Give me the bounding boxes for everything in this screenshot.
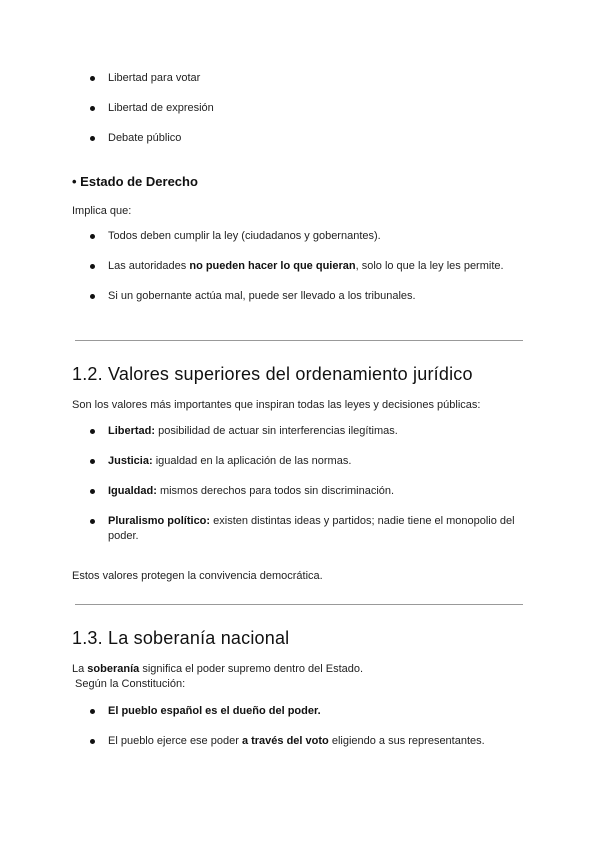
bullet-icon	[90, 76, 95, 81]
list-item: Libertad para votar	[0, 71, 600, 86]
bullet-icon	[90, 519, 95, 524]
valores-heading: 1.2. Valores superiores del ordenamiento jurídico	[72, 364, 473, 384]
list-item: Debate público	[0, 131, 600, 146]
bullet-icon	[90, 294, 95, 299]
democracy-list	[0, 71, 600, 146]
list-item: El pueblo español es el dueño del poder.	[0, 704, 600, 719]
list-item: Si un gobernante actúa mal, puede ser llevado a los tribunales.	[0, 289, 600, 304]
bullet-icon	[90, 489, 95, 494]
estado-list	[0, 229, 600, 304]
list-item: Pluralismo político: existen distintas ideas y partidos; nadie tiene el monopolio del poder.	[0, 514, 520, 544]
soberania-line2: Según la Constitución:	[72, 678, 186, 690]
soberania-heading: 1.3. La soberanía nacional	[72, 628, 290, 648]
estado-intro: Implica que:	[72, 205, 132, 217]
divider	[75, 604, 523, 605]
bullet-icon	[90, 429, 95, 434]
list-item: Todos deben cumplir la ley (ciudadanos y gobernantes).	[0, 229, 600, 244]
valores-closing: Estos valores protegen la convivencia democrática.	[72, 570, 323, 582]
list-item: El pueblo ejerce ese poder a través del voto eligiendo a sus representantes.	[0, 734, 600, 749]
bullet-icon	[90, 234, 95, 239]
list-item: Justicia: igualdad en la aplicación de las normas.	[0, 454, 520, 469]
bullet-icon	[90, 459, 95, 464]
list-item: Las autoridades no pueden hacer lo que quieran, solo lo que la ley les permite.	[0, 259, 600, 274]
list-item: Igualdad: mismos derechos para todos sin discriminación.	[0, 484, 520, 499]
divider	[75, 340, 523, 341]
bullet-icon	[90, 136, 95, 141]
bullet-icon	[90, 709, 95, 714]
soberania-list	[0, 704, 600, 749]
bullet-icon	[90, 739, 95, 744]
soberania-line1: La soberanía significa el poder supremo dentro del Estado.	[72, 663, 364, 675]
bullet-icon	[90, 106, 95, 111]
valores-intro: Son los valores más importantes que inspiran todas las leyes y decisiones públicas:	[72, 399, 481, 411]
list-item: Libertad de expresión	[0, 101, 600, 116]
valores-list	[0, 424, 520, 544]
estado-heading: • Estado de Derecho	[72, 174, 198, 189]
bullet-icon	[90, 264, 95, 269]
list-item: Libertad: posibilidad de actuar sin interferencias ilegítimas.	[0, 424, 520, 439]
